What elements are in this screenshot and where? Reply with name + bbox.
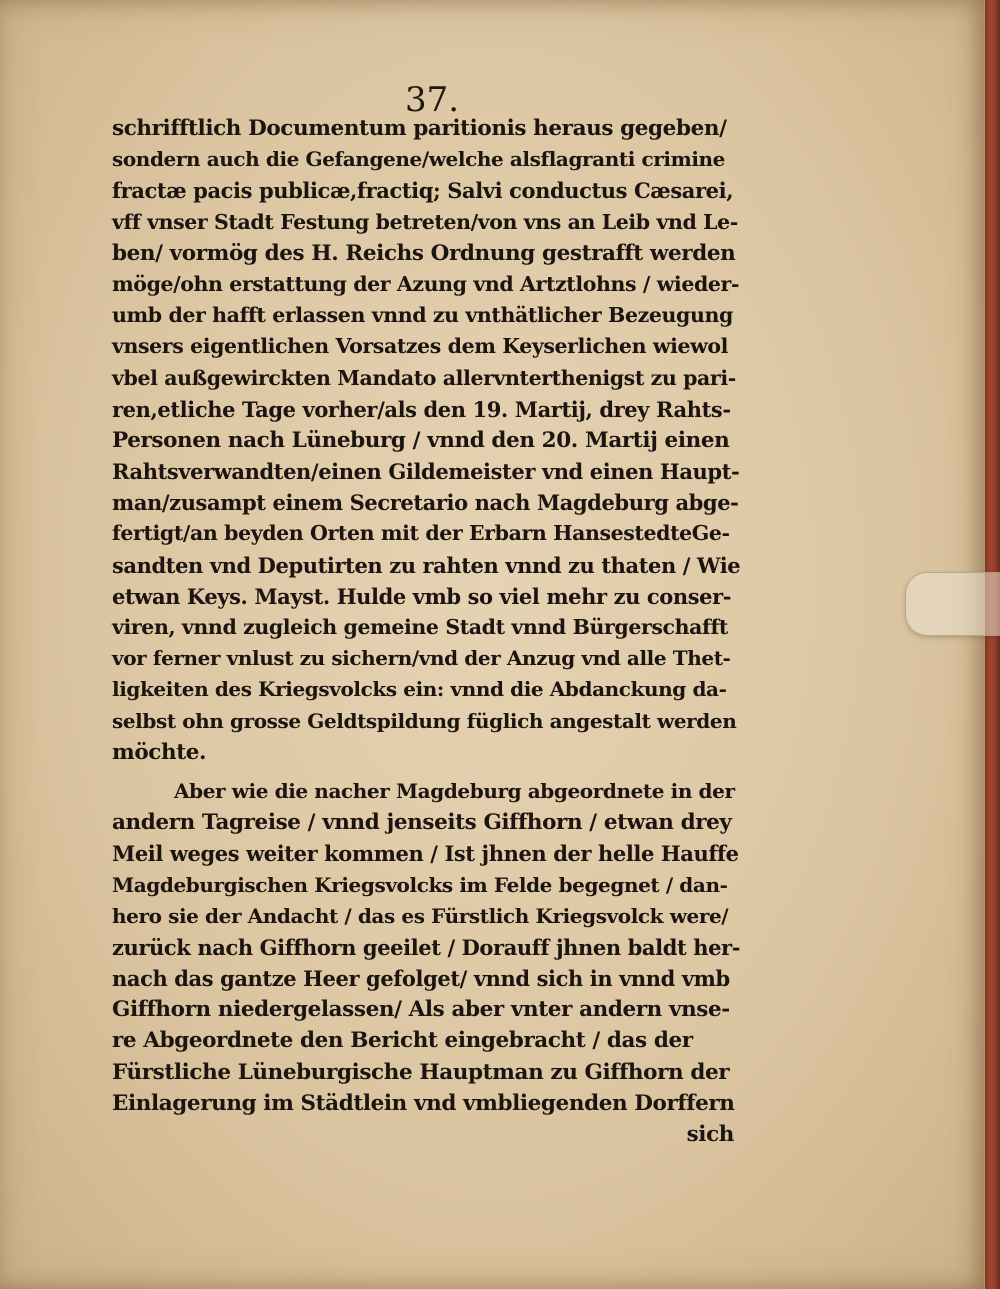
text-line: Giffhorn niedergelassen/ Als aber vnter andern vnse- xyxy=(112,997,730,1023)
text-line: umb der hafft erlassen vnnd zu vnthätlicher Bezeugung xyxy=(112,303,733,328)
text-line: Magdeburgischen Kriegsvolcks im Felde begegnet / dan- xyxy=(112,872,728,897)
plastic-page-tab xyxy=(905,572,1000,636)
text-line: Meil weges weiter kommen / Ist jhnen der helle Hauffe xyxy=(112,841,739,867)
text-line: ligkeiten des Kriegsvolcks ein: vnnd die Abdanckung da- xyxy=(112,677,727,702)
text-line: etwan Keys. Mayst. Hulde vmb so viel mehr zu conser- xyxy=(112,583,732,609)
text-line: andern Tagreise / vnnd jenseits Giffhorn / etwan drey xyxy=(112,810,732,836)
text-line: möchte. xyxy=(112,739,207,765)
text-line: möge/ohn erstattung der Azung vnd Artztlohns / wieder- xyxy=(112,271,740,296)
text-line: sondern auch die Gefangene/welche alsflagranti crimine xyxy=(112,147,726,172)
text-line: zurück nach Giffhorn geeilet / Dorauff jhnen baldt her- xyxy=(112,934,741,960)
text-line: viren, vnnd zugleich gemeine Stadt vnnd Bürgerschafft xyxy=(112,615,728,639)
text-line: sandten vnd Deputirten zu rahten vnnd zu thaten / Wie xyxy=(112,552,741,578)
text-line: hero sie der Andacht / das es Fürstlich Kriegsvolck were/ xyxy=(112,903,729,928)
paragraph-1 xyxy=(112,113,740,768)
text-line: vnsers eigentlichen Vorsatzes dem Keyserlichen wiewol xyxy=(112,334,729,359)
text-block xyxy=(112,113,740,1150)
paragraph-2 xyxy=(112,776,740,1119)
text-line: Aber wie die nacher Magdeburg abgeordnete in der xyxy=(174,778,735,803)
text-line: man/zusampt einem Secretario nach Magdeburg abge- xyxy=(112,490,739,516)
text-line: fertigt/an beyden Orten mit der Erbarn HansestedteGe- xyxy=(112,521,730,546)
text-line: Rahtsverwandten/einen Gildemeister vnd einen Haupt- xyxy=(112,459,740,485)
paragraph-gap xyxy=(112,768,740,776)
catchword: sich xyxy=(686,1122,734,1147)
text-line: Personen nach Lüneburg / vnnd den 20. Martij einen xyxy=(112,427,730,453)
text-line: fractæ pacis publicæ,fractiq; Salvi conductus Cæsarei, xyxy=(112,178,734,204)
text-line: Einlagerung im Städtlein vnd vmbliegenden Dorffern xyxy=(112,1090,735,1116)
text-line: ren,etliche Tage vorher/als den 19. Martij, drey Rahts- xyxy=(112,396,731,422)
text-line: selbst ohn grosse Geldtspildung füglich angestalt werden xyxy=(112,708,737,733)
text-line: schrifftlich Documentum paritionis heraus gegeben/ xyxy=(112,116,727,141)
text-line: re Abgeordnete den Bericht eingebracht / das der xyxy=(112,1028,693,1054)
text-line: vor ferner vnlust zu sichern/vnd der Anzug vnd alle Thet- xyxy=(112,646,731,671)
text-line: vbel außgewirckten Mandato allervnterthenigst zu pari- xyxy=(112,365,736,390)
text-line: ben/ vormög des H. Reichs Ordnung gestrafft werden xyxy=(112,240,736,266)
text-line: vff vnser Stadt Festung betreten/von vns an Leib vnd Le- xyxy=(112,209,738,234)
page-number: 37. xyxy=(405,80,460,120)
red-page-edges xyxy=(985,0,1000,1289)
text-line: nach das gantze Heer gefolget/ vnnd sich in vnnd vmb xyxy=(112,966,730,992)
text-line: Fürstliche Lüneburgische Hauptman zu Giffhorn der xyxy=(112,1059,730,1085)
